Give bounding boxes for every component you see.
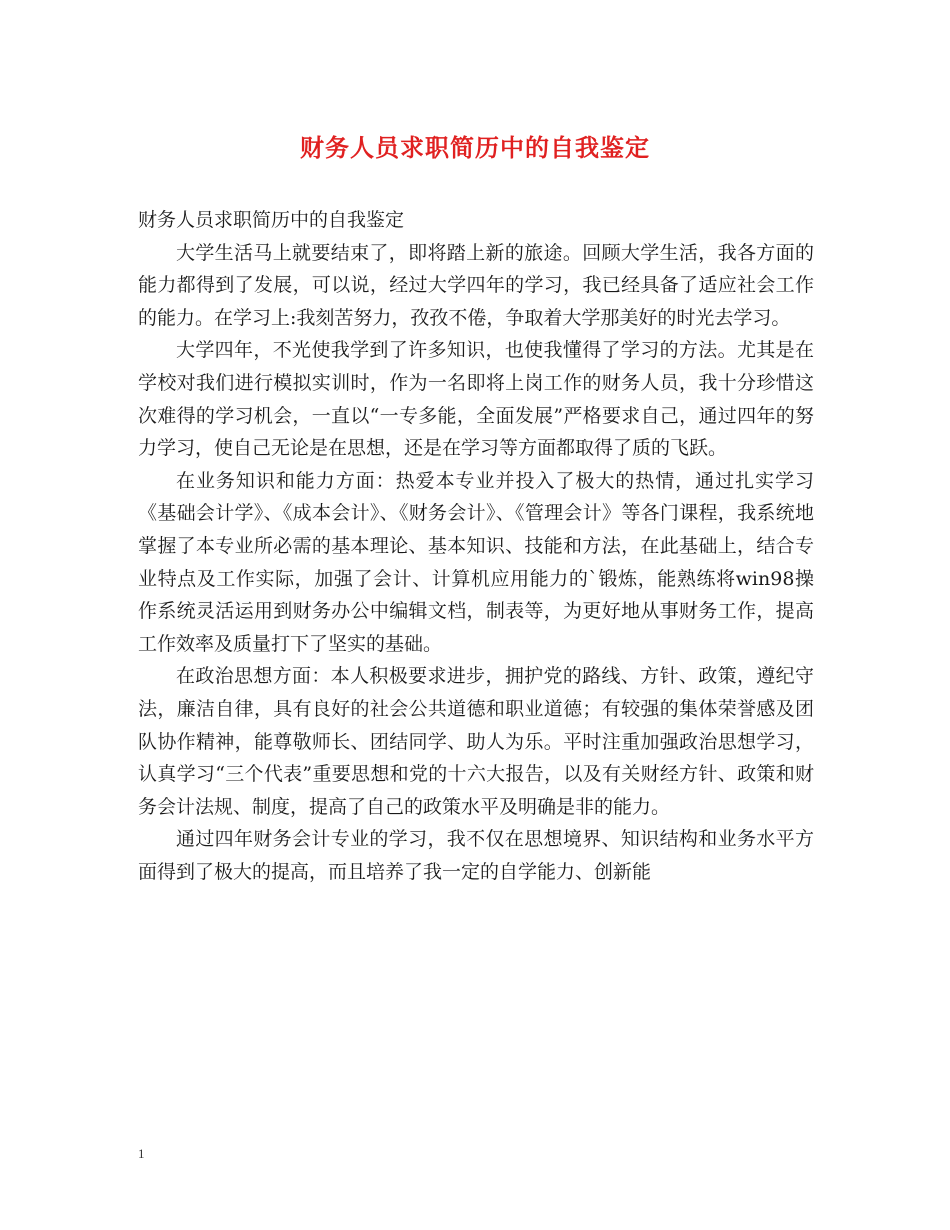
page-number: 1 [138,1146,145,1161]
paragraph-3: 在业务知识和能力方面：热爱本专业并投入了极大的热情，通过扎实学习《基础会计学》、《成本会计》、《财务会计》、《管理会计》等各门课程，我系统地掌握了本专业所必需的基本理论、基本知识、技能和方法，在此基础上，结合专业特点及工作实际，加强了会计、计算机应用能力的`锻炼，能熟练将win98操作系统灵活运用到财务办公中编辑文档，制表等，为更好地从事财务工作，提高工作效率及质量打下了坚实的基础。 [138,469,814,655]
document-subtitle: 财务人员求职简历中的自我鉴定 [138,209,405,231]
paragraph-1: 大学生活马上就要结束了，即将踏上新的旅途。回顾大学生活，我各方面的能力都得到了发展，可以说，经过大学四年的学习，我已经具备了适应社会工作的能力。在学习上:我刻苦努力，孜孜不倦，争取着大学那美好的时光去学习。 [138,241,814,329]
paragraph-4: 在政治思想方面：本人积极要求进步，拥护党的路线、方针、政策，遵纪守法，廉洁自律，具有良好的社会公共道德和职业道德；有较强的集体荣誉感及团队协作精神，能尊敬师长、团结同学、助人为乐。平时注重加强政治思想学习，认真学习“三个代表”重要思想和党的十六大报告，以及有关财经方针、政策和财务会计法规、制度，提高了自己的政策水平及明确是非的能力。 [138,665,814,818]
document-body [138,204,814,888]
paragraph-2: 大学四年，不光使我学到了许多知识，也使我懂得了学习的方法。尤其是在学校对我们进行模拟实训时，作为一名即将上岗工作的财务人员，我十分珍惜这次难得的学习机会，一直以“一专多能，全面发展”严格要求自己，通过四年的努力学习，使自己无论是在思想，还是在学习等方面都取得了质的飞跃。 [138,339,814,460]
document-title: 财务人员求职简历中的自我鉴定 [300,133,650,162]
paragraph-5: 通过四年财务会计专业的学习，我不仅在思想境界、知识结构和业务水平方面得到了极大的提高，而且培养了我一定的自学能力、创新能 [138,828,814,883]
